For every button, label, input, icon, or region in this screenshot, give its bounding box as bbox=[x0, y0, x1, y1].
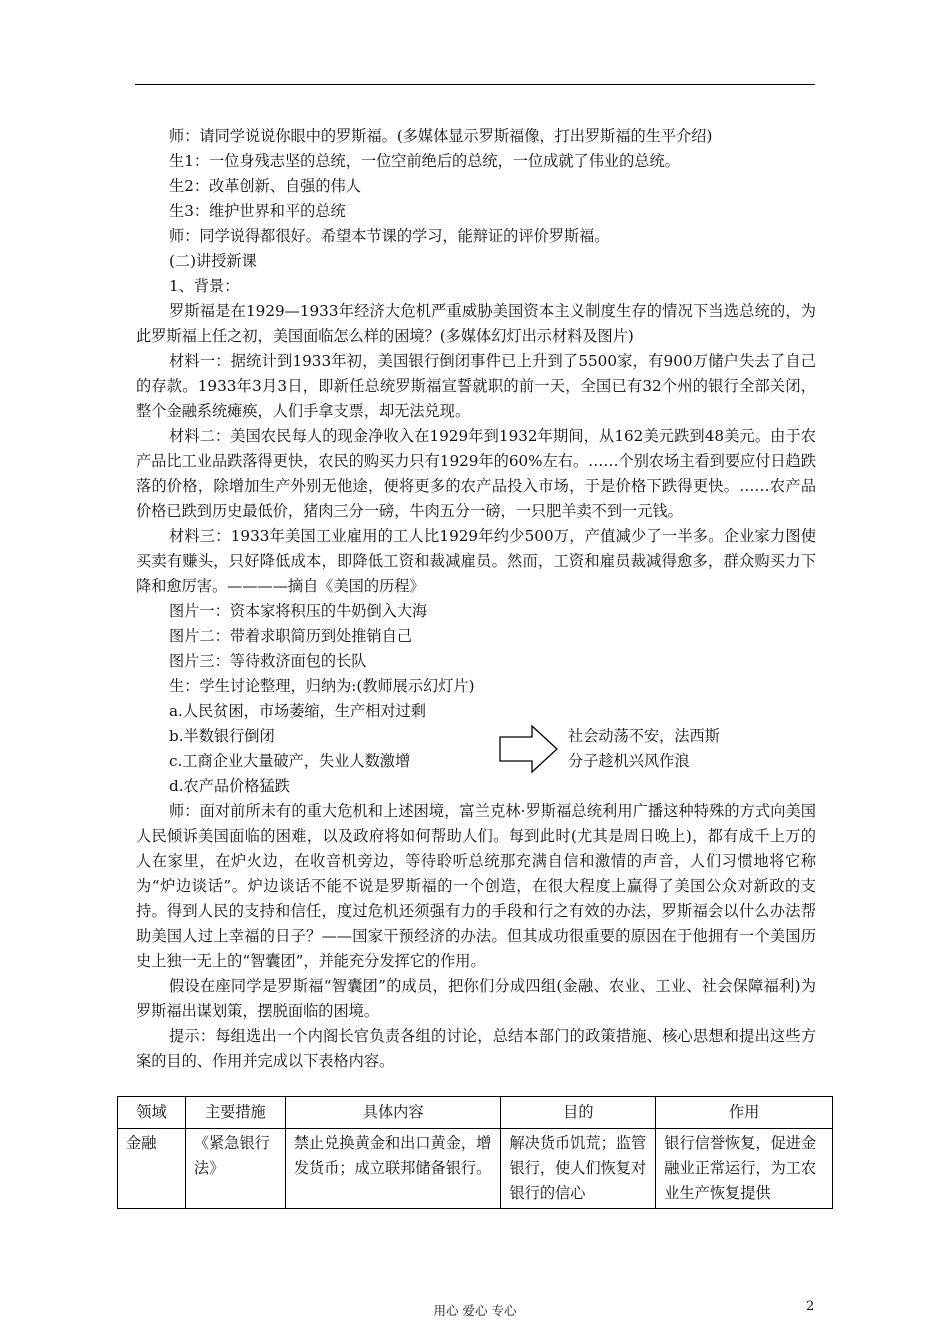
table-cell: 金融 bbox=[118, 1129, 186, 1209]
cause-item: c.工商企业大量破产，失业人数激增 bbox=[169, 752, 411, 770]
paragraph: 生2：改革创新、自强的伟人 bbox=[169, 177, 361, 195]
section-heading: (二)讲授新课 bbox=[169, 252, 257, 270]
table-cell: 解决货币饥荒；监管银行，使人们恢复对银行的信心 bbox=[501, 1129, 656, 1209]
table-header: 主要措施 bbox=[185, 1097, 285, 1129]
table-header-row bbox=[118, 1097, 833, 1129]
arrow-container bbox=[498, 724, 560, 782]
picture-caption: 图片一：资本家将积压的牛奶倒入大海 bbox=[169, 602, 428, 620]
paragraph: 师：面对前所未有的重大危机和上述困境，富兰克林·罗斯福总统利用广播这种特殊的方式向美国人民倾诉美国面临的困难，以及政府将如何帮助人们。每到此时(尤其是周日晚上)，都有成千上万的人在家里，在炉火边，在收音机旁边，等待聆听总统那充满自信和激情的声音，人们习惯地将它称为“炉边谈话”。炉边谈话不能不说是罗斯福的一个创造，在很大程度上赢得了美国公众对新政的支持。得到人民的支持和信任，度过危机还须强有力的手段和行之有效的办法，罗斯福会以什么办法帮助美国人过上幸福的日子？——国家干预经济的办法。但其成功很重要的原因在于他拥有一个美国历史上独一无上的“智囊团”，并能充分发挥它的作用。 bbox=[136, 802, 816, 970]
table-header: 领域 bbox=[118, 1097, 186, 1129]
cause-item: d.农产品价格猛跌 bbox=[169, 777, 290, 795]
paragraph: 假设在座同学是罗斯福“智囊团”的成员，把你们分成四组(金融、农业、工业、社会保障福利)为罗斯福出谋划策，摆脱面临的困境。 bbox=[136, 977, 816, 1020]
table-header: 目的 bbox=[501, 1097, 656, 1129]
table-cell: 银行信誉恢复，促进金融业正常运行，为工农业生产恢复提供 bbox=[656, 1129, 833, 1209]
consequence-line: 社会动荡不安，法西斯 bbox=[568, 727, 720, 745]
consequence-line: 分子趁机兴风作浪 bbox=[568, 752, 690, 770]
material-three: 材料三：1933年美国工业雇用的工人比1929年约少500万，产值减少了一半多。企业家力图使买卖有赚头，只好降低成本，即降低工资和裁减雇员。然而，工资和雇员裁减得愈多，群众购买力下降和愈厉害。————摘自《美国的历程》 bbox=[136, 527, 816, 595]
header-rule bbox=[135, 84, 815, 85]
paragraph: 师：请同学说说你眼中的罗斯福。(多媒体显示罗斯福像，打出罗斯福的生平介绍) bbox=[169, 127, 713, 145]
paragraph: 生3：维护世界和平的总统 bbox=[169, 202, 346, 220]
page-footer: 用心 爱心 专心 bbox=[433, 1303, 517, 1318]
page-number: 2 bbox=[806, 1299, 815, 1314]
subsection-heading: 1、背景： bbox=[169, 277, 240, 295]
policy-table bbox=[117, 1096, 833, 1209]
right-arrow-icon bbox=[498, 724, 560, 774]
causes-list bbox=[136, 699, 498, 799]
consequence-text bbox=[560, 724, 720, 774]
table-header: 具体内容 bbox=[285, 1097, 501, 1129]
paragraph: 师：同学说得都很好。希望本节课的学习，能辩证的评价罗斯福。 bbox=[169, 227, 610, 245]
material-one: 材料一：据统计到1933年初，美国银行倒闭事件已上升到了5500家，有900万储户失去了自己的存款。1933年3月3日，即新任总统罗斯福宣誓就职的前一天，全国已有32个州的银行全部关闭，整个金融系统瘫痪，人们手拿支票，却无法兑现。 bbox=[136, 352, 816, 420]
material-two: 材料二：美国农民每人的现金净收入在1929年到1932年期间，从162美元跌到48美元。由于农产品比工业品跌落得更快，农民的购买力只有1929年的60%左右。……个别农场主看到要应付日趋跌落的价格，除增加生产外别无他途，便将更多的农产品投入市场，于是价格下跌得更快。……农产品价格已跌到历史最低价，猪肉三分一磅，牛肉五分一磅，一只肥羊卖不到一元钱。 bbox=[136, 427, 816, 520]
paragraph: 生：学生讨论整理，归纳为:(教师展示幻灯片) bbox=[169, 677, 475, 695]
causes-diagram bbox=[136, 699, 816, 799]
table-cell: 《紧急银行法》 bbox=[185, 1129, 285, 1209]
table-row bbox=[118, 1129, 833, 1209]
cause-item: a.人民贫困，市场萎缩，生产相对过剩 bbox=[169, 702, 426, 720]
paragraph: 罗斯福是在1929—1933年经济大危机严重威胁美国资本主义制度生存的情况下当选总统的，为此罗斯福上任之初，美国面临怎么样的困境？(多媒体幻灯出示材料及图片) bbox=[136, 302, 816, 345]
table-header: 作用 bbox=[656, 1097, 833, 1129]
document-body bbox=[136, 124, 816, 1074]
picture-caption: 图片三：等待救济面包的长队 bbox=[169, 652, 367, 670]
picture-caption: 图片二：带着求职简历到处推销自己 bbox=[169, 627, 412, 645]
table-cell: 禁止兑换黄金和出口黄金，增发货币；成立联邦储备银行。 bbox=[285, 1129, 501, 1209]
cause-item: b.半数银行倒闭 bbox=[169, 727, 275, 745]
paragraph: 生1：一位身残志坚的总统，一位空前绝后的总统，一位成就了伟业的总统。 bbox=[169, 152, 680, 170]
paragraph: 提示：每组选出一个内阁长官负责各组的讨论，总结本部门的政策措施、核心思想和提出这些方案的目的、作用并完成以下表格内容。 bbox=[136, 1027, 816, 1070]
